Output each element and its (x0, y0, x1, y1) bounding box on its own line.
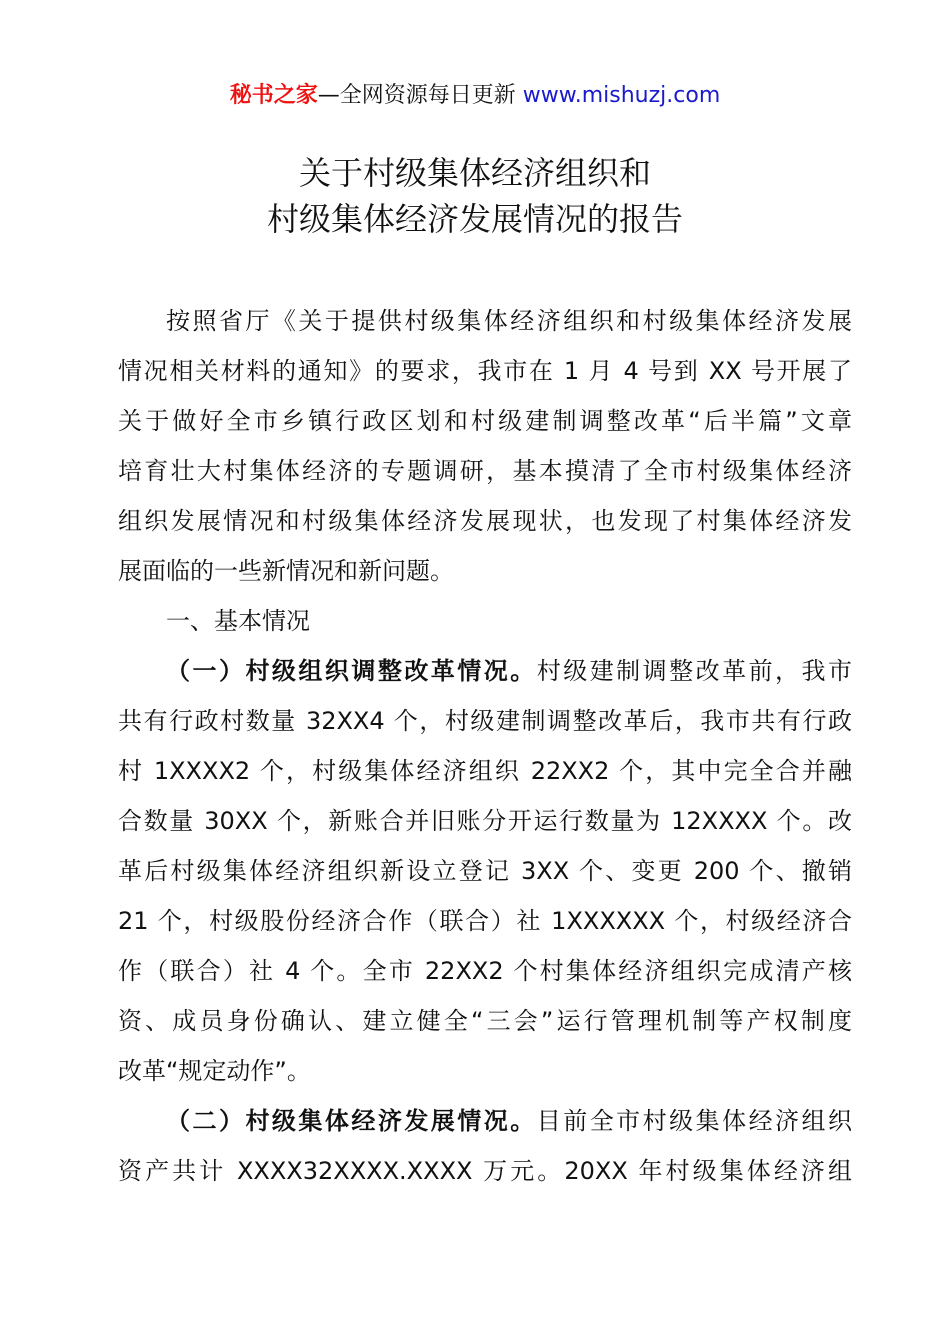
text-line (118, 1096, 852, 1146)
text-span: 目前全市村级集体经济组织 (536, 1107, 853, 1135)
text-line: 村 1XXXX2 个，村级集体经济组织 22XX2 个，其中完全合并融 (118, 757, 852, 785)
subsection-2-paragraph (118, 1096, 852, 1196)
subsection-1-paragraph (118, 646, 852, 1096)
text-line: 组织发展情况和村级集体经济发展现状，也发现了村集体经济发 (118, 507, 852, 535)
text-line: 资、成员身份确认、建立健全“三会”运行管理机制等产权制度 (118, 1007, 852, 1035)
document-body (118, 296, 852, 1196)
text-span: 村级建制调整改革前，我市 (536, 657, 853, 685)
text-line: 合数量 30XX 个，新账合并旧账分开运行数量为 12XXXX 个。改 (118, 807, 852, 835)
text-line (118, 646, 852, 696)
intro-paragraph (118, 296, 852, 596)
brand-name: 秘书之家 (229, 83, 318, 108)
text-line: 按照省厅《关于提供村级集体经济组织和村级集体经济发展 (166, 307, 852, 335)
text-line: 共有行政村数量 32XX4 个，村级建制调整改革后，我市共有行政 (118, 707, 852, 735)
section-heading-basic: 一、基本情况 (166, 607, 310, 635)
title-line-2: 村级集体经济发展情况的报告 (266, 200, 683, 238)
subsection-1-heading: （一）村级组织调整改革情况。 (166, 657, 537, 685)
text-line: 情况相关材料的通知》的要求，我市在 1 月 4 号到 XX 号开展了 (118, 357, 852, 385)
text-line: 21 个，村级股份经济合作（联合）社 1XXXXXX 个，村级经济合 (118, 907, 852, 935)
banner-tagline: —全网资源每日更新 (317, 83, 516, 108)
document-title (0, 150, 950, 242)
title-line-1: 关于村级集体经济组织和 (298, 154, 651, 192)
text-line: 作（联合）社 4 个。全市 22XX2 个村集体经济组织完成清产核 (118, 957, 852, 985)
site-banner (0, 80, 950, 112)
text-line: 关于做好全市乡镇行政区划和村级建制调整改革“后半篇”文章 (118, 407, 852, 435)
text-line: 培育壮大村集体经济的专题调研，基本摸清了全市村级集体经济 (118, 457, 852, 485)
text-line: 改革“规定动作”。 (118, 1057, 311, 1085)
text-line: 资产共计 XXXX32XXXX.XXXX 万元。20XX 年村级集体经济组 (118, 1157, 852, 1185)
text-line: 革后村级集体经济组织新设立登记 3XX 个、变更 200 个、撤销 (118, 857, 852, 885)
subsection-2-heading: （二）村级集体经济发展情况。 (166, 1107, 537, 1135)
site-url-link[interactable]: www.mishuzj.com (522, 83, 721, 108)
text-line: 展面临的一些新情况和新问题。 (118, 557, 454, 585)
